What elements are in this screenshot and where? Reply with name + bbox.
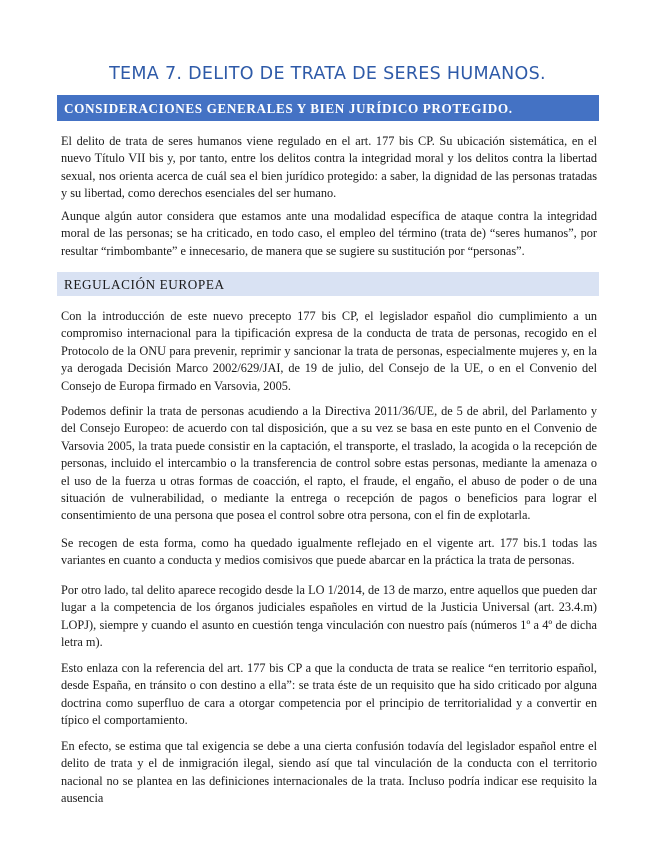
paragraph: El delito de trata de seres humanos viene regulado en el art. 177 bis CP. Su ubicación sistemática, en el nuevo Título VII bis y, por tanto, entre los delitos contra la integridad moral y los delitos contra la libertad sexual, nos orienta acerca de cuál sea el bien jurídico protegido: a saber, la dignidad de las personas tratadas y su libertad, como derechos esenciales del ser humano.: [61, 134, 597, 201]
section-heading-regulacion-europea: REGULACIÓN EUROPEA: [57, 272, 599, 296]
paragraph: Por otro lado, tal delito aparece recogido desde la LO 1/2014, de 13 de marzo, entre aquellos que pueden dar lugar a la competencia de los órganos judiciales españoles en virtud de la Justicia Universal (art. 23.4.m) LOPJ), siempre y cuando el asunto en cuestión tenga vinculación con nuestro país (números 1º a 4º de dicha letra m).: [61, 583, 597, 650]
paragraph: Podemos definir la trata de personas acudiendo a la Directiva 2011/36/UE, de 5 de abril, del Parlamento y del Consejo Europeo: de acuerdo con tal disposición, que a su vez se basa en este punto en el Convenio de Varsovia 2005, la trata puede consistir en la captación, el transporte, el traslado, la acogida o la recepción de personas, incluido el intercambio o la transferencia de control sobre estas personas, mediante la amenaza o el uso de la fuerza u otras formas de coacción, el rapto, el fraude, el engaño, el abuso de poder o de una situación de vulnerabilidad, o mediante la entrega o recepción de pagos o beneficios para lograr el consentimiento de una persona que posea el control sobre otra persona, con el fin de explotarla.: [61, 404, 597, 523]
paragraph: Con la introducción de este nuevo precepto 177 bis CP, el legislador español dio cumplimiento a un compromiso internacional para la tipificación expresa de la conducta de trata de personas, recogido en el Protocolo de la ONU para prevenir, reprimir y sancionar la trata de personas, especialmente mujeres y, en la ya derogada Decisión Marco 2002/629/JAI, de 19 de julio, del Consejo de la UE, o en el Convenio del Consejo de Europa firmado en Varsovia, 2005.: [61, 309, 597, 393]
document-title: TEMA 7. DELITO DE TRATA DE SERES HUMANOS.: [109, 64, 546, 84]
paragraph: En efecto, se estima que tal exigencia se debe a una cierta confusión todavía del legislador español entre el delito de trata y el de inmigración ilegal, siendo así que tal vinculación de la conducta con el territorio nacional no se plantea en las definiciones internacionales de la trata. Incluso podría indicar ese requisito la ausencia: [61, 739, 597, 806]
paragraph: Aunque algún autor considera que estamos ante una modalidad específica de ataque contra la integridad moral de las personas; se ha criticado, en todo caso, el empleo del término (trata de) “seres humanos”, por resultar “rimbombante” e innecesario, de manera que se sugiere su sustitución por “personas”.: [61, 209, 597, 258]
paragraph: Se recogen de esta forma, como ha quedado igualmente reflejado en el vigente art. 177 bis.1 todas las variantes en cuanto a conducta y medios comisivos que puede abarcar en la práctica la trata de personas.: [61, 536, 597, 568]
paragraph: Esto enlaza con la referencia del art. 177 bis CP a que la conducta de trata se realice “en territorio español, desde España, en tránsito o con destino a ella”: se trata éste de un requisito que ha sido criticado por alguna doctrina como superfluo de cara a otorgar competencia por el principio de territorialidad y a convertir en típico el comportamiento.: [61, 661, 597, 728]
section-heading-consideraciones: CONSIDERACIONES GENERALES Y BIEN JURÍDICO PROTEGIDO.: [57, 95, 599, 121]
